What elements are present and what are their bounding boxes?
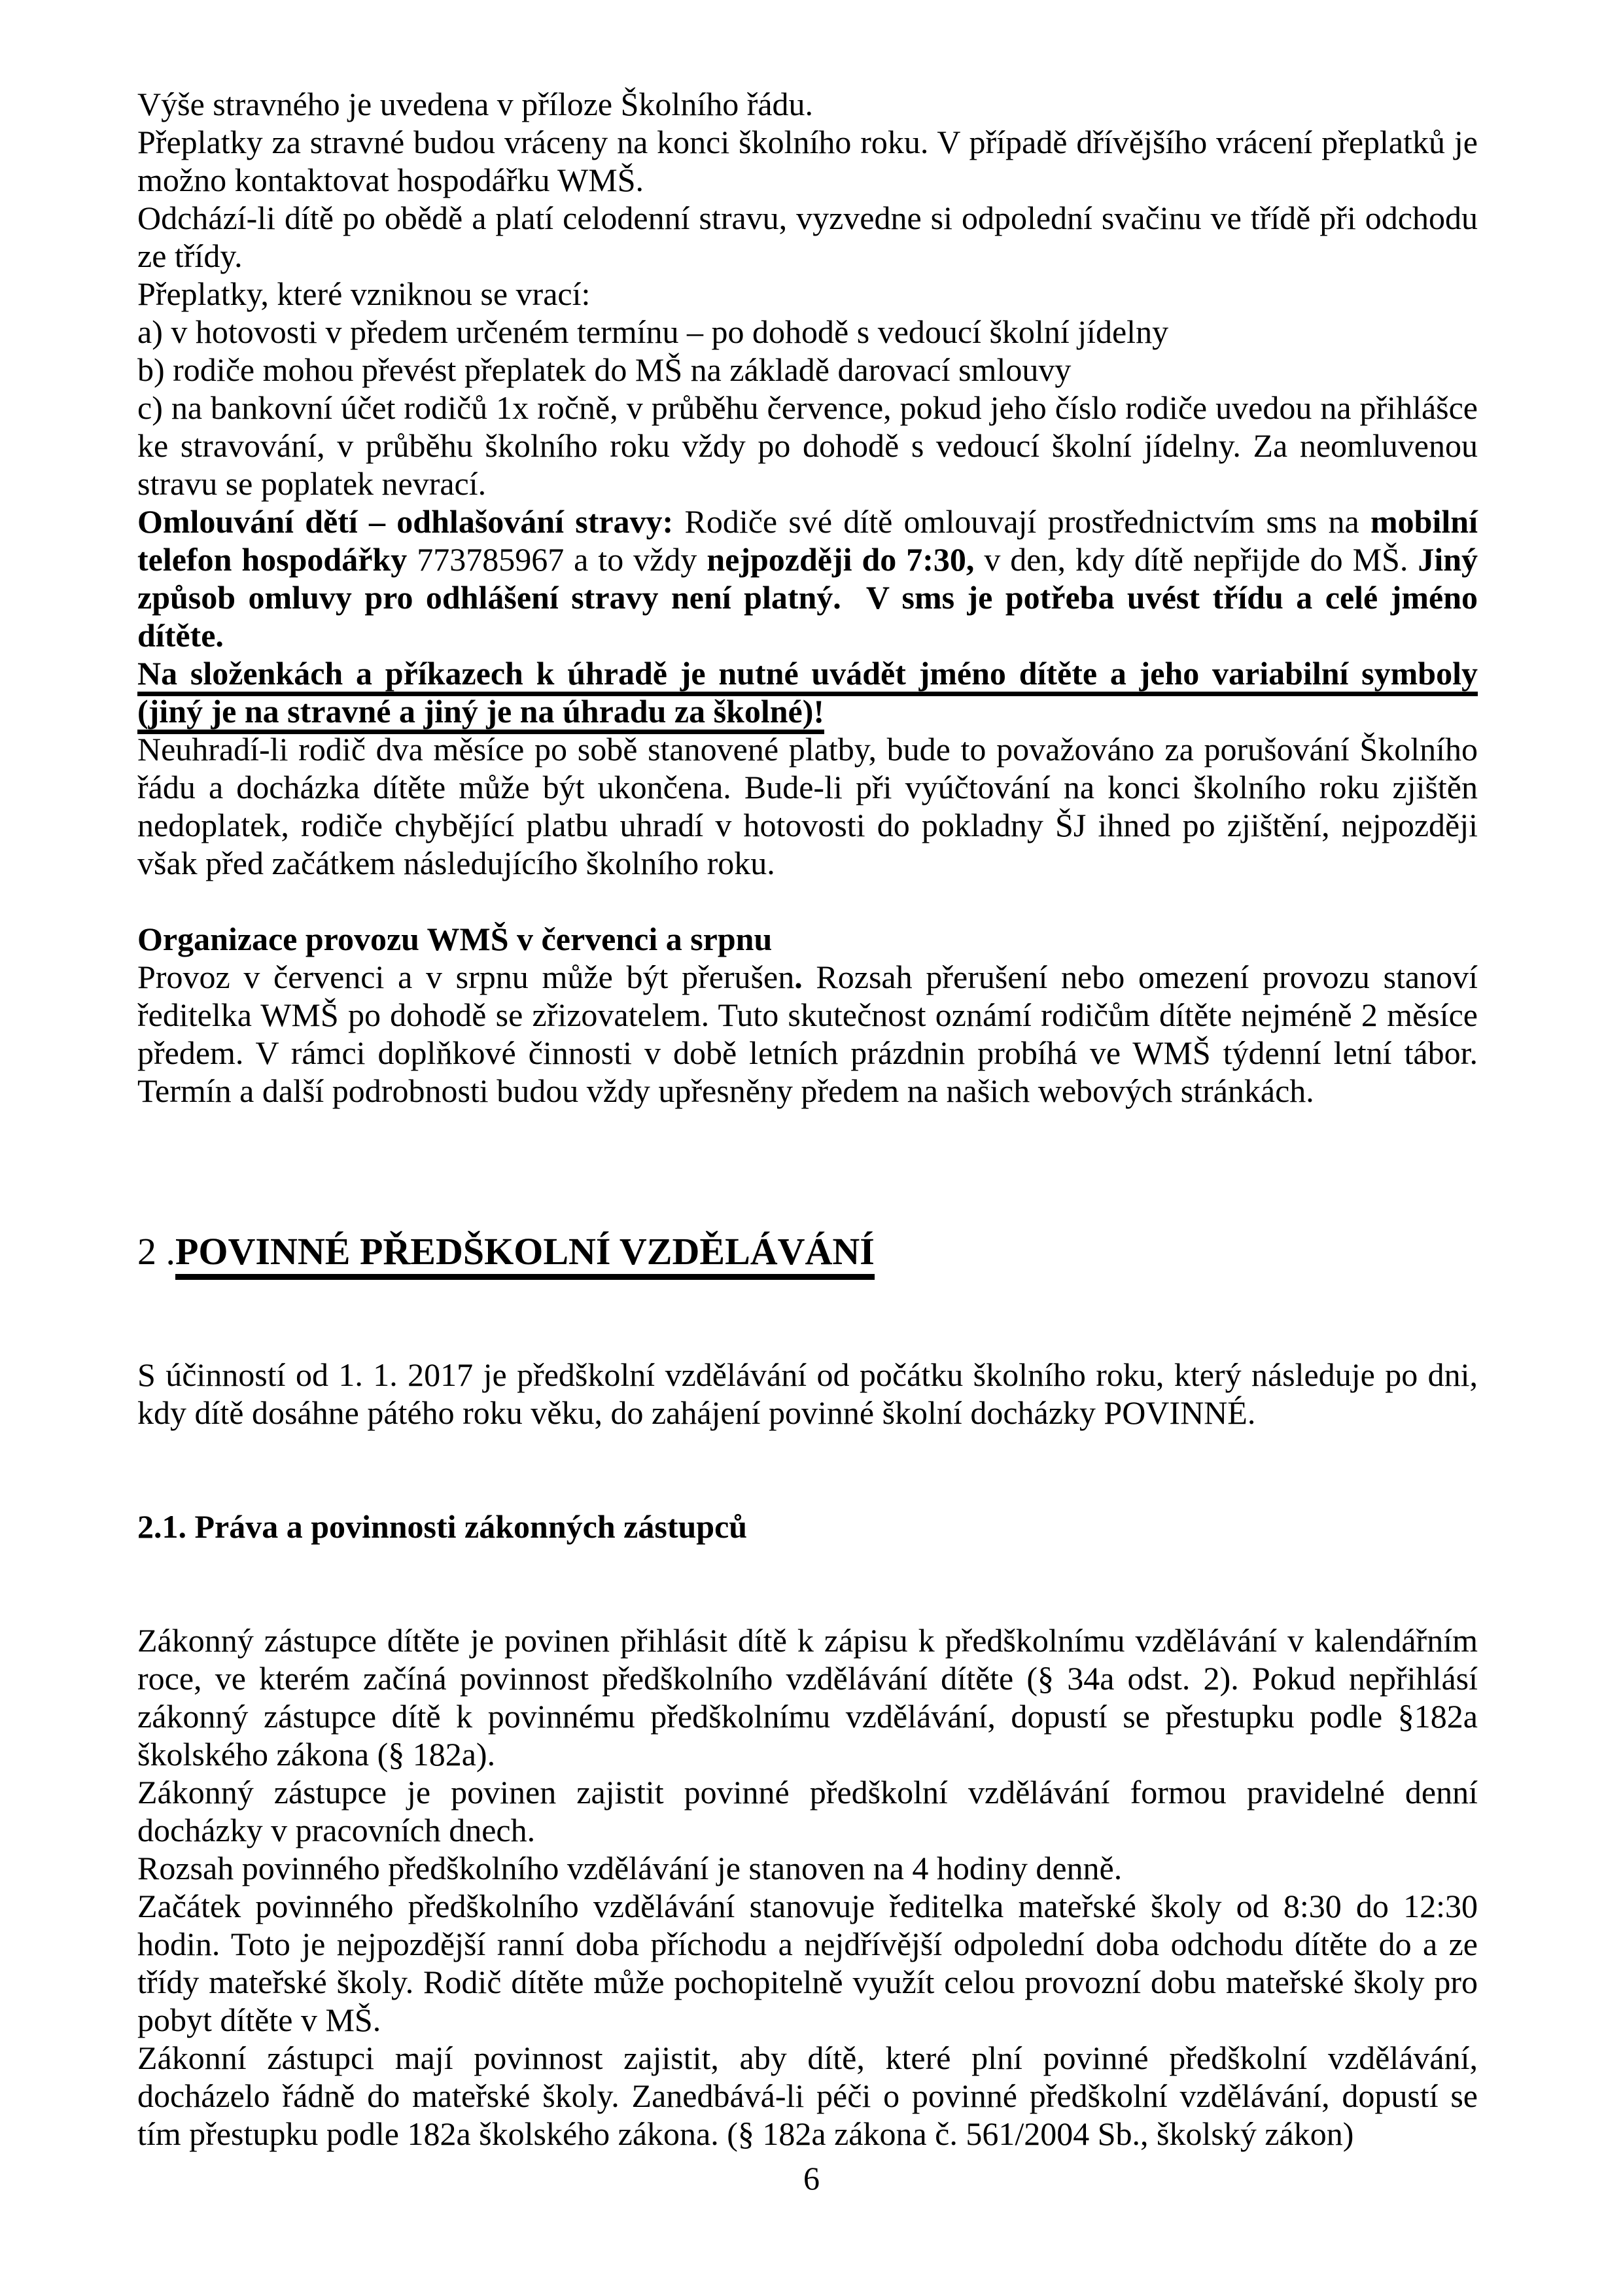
text-run: Přeplatky, které vzniknou se vrací: [137,275,591,312]
text-run: Rozsah přerušení nebo omezení provozu stanoví ředitelka WMŠ po dohodě se zřizovatelem. Tuto skutečnost oznámí rodičům dítěte nejméně 2 měsíce předem. V rámci doplňkové činnosti v době letních prázdnin probíhá ve WMŠ týdenní letní tábor. Termín a další podrobnosti budou vždy upřesněny předem na našich webových stránkách. [137,959,1478,1109]
text-run: nejpozději do 7:30, [707,541,975,578]
document-content [137,85,1478,2153]
text-run: Jiný způsob omluvy pro odhlášení stravy není platný. V sms je potřeba uvést třídu a celé jméno dítěte. [137,541,1478,654]
blank-line [137,1545,1478,1583]
text-run: S účinností od 1. 1. 2017 je předškolní vzdělávání od počátku školního roku, který následuje po dni, kdy dítě dosáhne pátého roku věku, do zahájení povinné školní docházky POVINNÉ. [137,1356,1478,1431]
text-run: Rozsah povinného předškolního vzdělávání je stanoven na 4 hodiny denně. [137,1850,1123,1886]
blank-line [137,1470,1478,1508]
text-run: Rodiče své dítě omlouvají prostřednictvím sms na [673,503,1371,540]
paragraph [137,313,1478,351]
text-run: Omlouvání dětí – odhlašování stravy: [137,503,674,540]
section-heading [137,1224,1478,1280]
text-run: Odchází-li dítě po obědě a platí celodenní stravu, vyzvedne si odpolední svačinu ve třídě při odchodu ze třídy. [137,200,1478,274]
paragraph [137,730,1478,882]
text-run: Výše stravného je uvedena v příloze Školního řádu. [137,86,814,122]
text-run: POVINNÉ PŘEDŠKOLNÍ VZDĚLÁVÁNÍ [175,1230,875,1280]
paragraph [137,1356,1478,1432]
paragraph [137,1887,1478,2039]
paragraph [137,2039,1478,2153]
paragraph [137,389,1478,503]
page-footer [0,2159,1623,2197]
text-run: c) na bankovní účet rodičů 1x ročně, v průběhu července, pokud jeho číslo rodiče uvedou na přihlášce ke stravování, v průběhu školního roku vždy po dohodě s vedoucí školní jídelny. Za neomluvenou stravu se poplatek nevrací. [137,389,1478,502]
text-run: Zákonný zástupce je povinen zajistit povinné předškolní vzdělávání formou pravidelné denní docházky v pracovních dnech. [137,1774,1478,1848]
text-run: 773785967 a to vždy [407,541,707,578]
paragraph [137,958,1478,1110]
text-run: Na složenkách a příkazech k úhradě je nutné uvádět jméno dítěte a jeho variabilní symboly (jiný je na stravné a jiný je na úhradu za školné)! [137,655,1478,734]
blank-line [137,1148,1478,1186]
text-run: Přeplatky za stravné budou vráceny na konci školního roku. V případě dřívějšího vrácení přeplatků je možno kontaktovat hospodářku WMŠ. [137,124,1478,198]
blank-line [137,1583,1478,1621]
text-run: Zákonný zástupce dítěte je povinen přihlásit dítě k zápisu k předškolnímu vzdělávání v kalendářním roce, ve kterém začíná povinnost předškolního vzdělávání dítěte (§ 34a odst. 2). Pokud nepřihlásí zákonný zástupce dítě k povinnému předškolnímu vzdělávání, dopustí se přestupku podle §182a školského zákona (§ 182a). [137,1622,1478,1773]
heading-number: 2 . [137,1230,175,1273]
text-run: mobilní telefon hospodářky [137,503,1478,578]
section-heading [137,920,1478,958]
text-run: v den, kdy dítě nepřijde do MŠ. [974,541,1418,578]
paragraph [137,1849,1478,1887]
blank-line [137,1186,1478,1224]
paragraph [137,199,1478,275]
paragraph [137,654,1478,730]
blank-line [137,1110,1478,1148]
section-heading [137,1508,1478,1545]
text-run: b) rodiče mohou převést přeplatek do MŠ na základě darovací smlouvy [137,351,1072,388]
paragraph [137,1773,1478,1849]
text-run: 2.1. Práva a povinnosti zákonných zástupců [137,1508,748,1545]
blank-line [137,1432,1478,1470]
blank-line [137,882,1478,920]
paragraph [137,275,1478,313]
paragraph [137,351,1478,389]
paragraph [137,503,1478,654]
page-number: 6 [803,2160,820,2197]
blank-line [137,1318,1478,1356]
text-run: a) v hotovosti v předem určeném termínu – po dohodě s vedoucí školní jídelny [137,313,1169,350]
paragraph [137,1621,1478,1773]
paragraph [137,123,1478,199]
text-run: Organizace provozu WMŠ v červenci a srpnu [137,921,773,957]
text-run: Zákonní zástupci mají povinnost zajistit, aby dítě, které plní povinné předškolní vzdělávání, docházelo řádně do mateřské školy. Zanedbává-li péči o povinné předškolní vzdělávání, dopustí se tím přestupku podle 182a školského zákona. (§ 182a zákona č. 561/2004 Sb., školský zákon) [137,2040,1478,2152]
blank-line [137,1280,1478,1318]
text-run: Neuhradí-li rodič dva měsíce po sobě stanovené platby, bude to považováno za porušování Školního řádu a docházka dítěte může být ukončena. Bude-li při vyúčtování na konci školního roku zjištěn nedoplatek, rodiče chybějící platbu uhradí v hotovosti do pokladny ŠJ ihned po zjištění, nejpozději však před začátkem následujícího školního roku. [137,731,1478,881]
text-run: Začátek povinného předškolního vzdělávání stanovuje ředitelka mateřské školy od 8:30 do 12:30 hodin. Toto je nejpozdější ranní doba příchodu a nejdřívější odpolední doba odchodu dítěte do a ze třídy mateřské školy. Rodič dítěte může pochopitelně využít celou provozní dobu mateřské školy pro pobyt dítěte v MŠ. [137,1888,1478,2038]
text-run: . [794,959,803,995]
text-run: Provoz v červenci a v srpnu může být přerušen [137,959,795,995]
paragraph [137,85,1478,123]
